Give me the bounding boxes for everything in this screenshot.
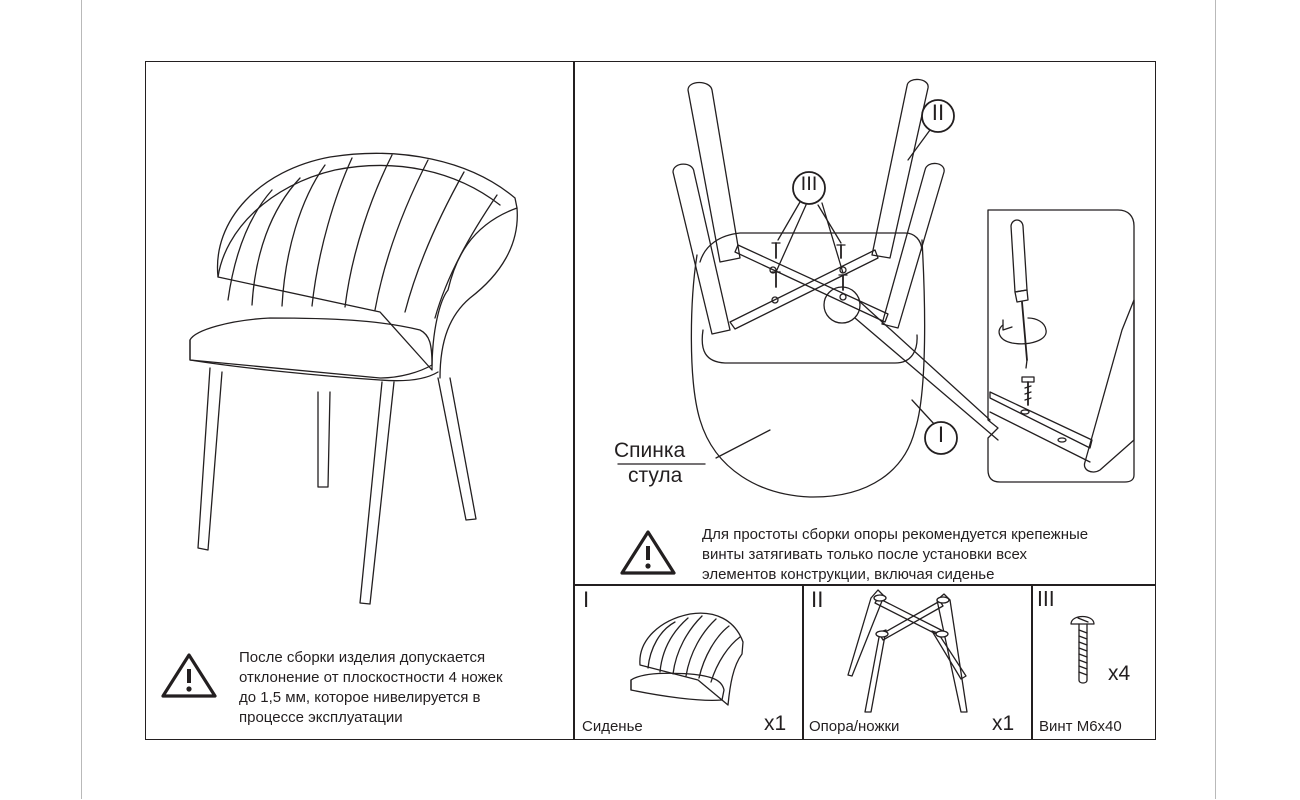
part-seat-qty: x1 — [764, 712, 787, 735]
backrest-label-line-2: стула — [628, 464, 683, 487]
flatness-warning-line-4: процессе эксплуатации — [239, 709, 403, 726]
assembly-warning-line-1: Для простоты сборки опоры рекомендуется крепежные — [702, 526, 1089, 543]
part-screw-name: Винт М6х40 — [1039, 718, 1122, 735]
callout-screws-label: III — [800, 173, 818, 195]
assembly-warning-line-2: винты затягивать только после установки всех — [702, 546, 1027, 563]
part-seat-name: Сиденье — [582, 718, 643, 735]
part-legs-name: Опора/ножки — [809, 718, 900, 735]
part-screw-qty: x4 — [1108, 662, 1131, 685]
part-screw-numeral: III — [1037, 587, 1055, 611]
callout-legs-label: II — [931, 101, 945, 125]
flatness-warning-line-3: до 1,5 мм, которое нивелируется в — [239, 689, 481, 706]
part-legs-numeral: II — [811, 588, 824, 612]
part-legs-qty: x1 — [992, 712, 1015, 735]
assembly-warning-line-3: элементов конструкции, включая сиденье — [702, 566, 995, 583]
backrest-label-line-1: Спинка — [614, 439, 686, 462]
part-seat-numeral: I — [583, 588, 590, 612]
callout-frame-label: I — [937, 423, 945, 447]
flatness-warning-line-2: отклонение от плоскостности 4 ножек — [239, 669, 503, 686]
flatness-warning-line-1: После сборки изделия допускается — [239, 649, 486, 666]
